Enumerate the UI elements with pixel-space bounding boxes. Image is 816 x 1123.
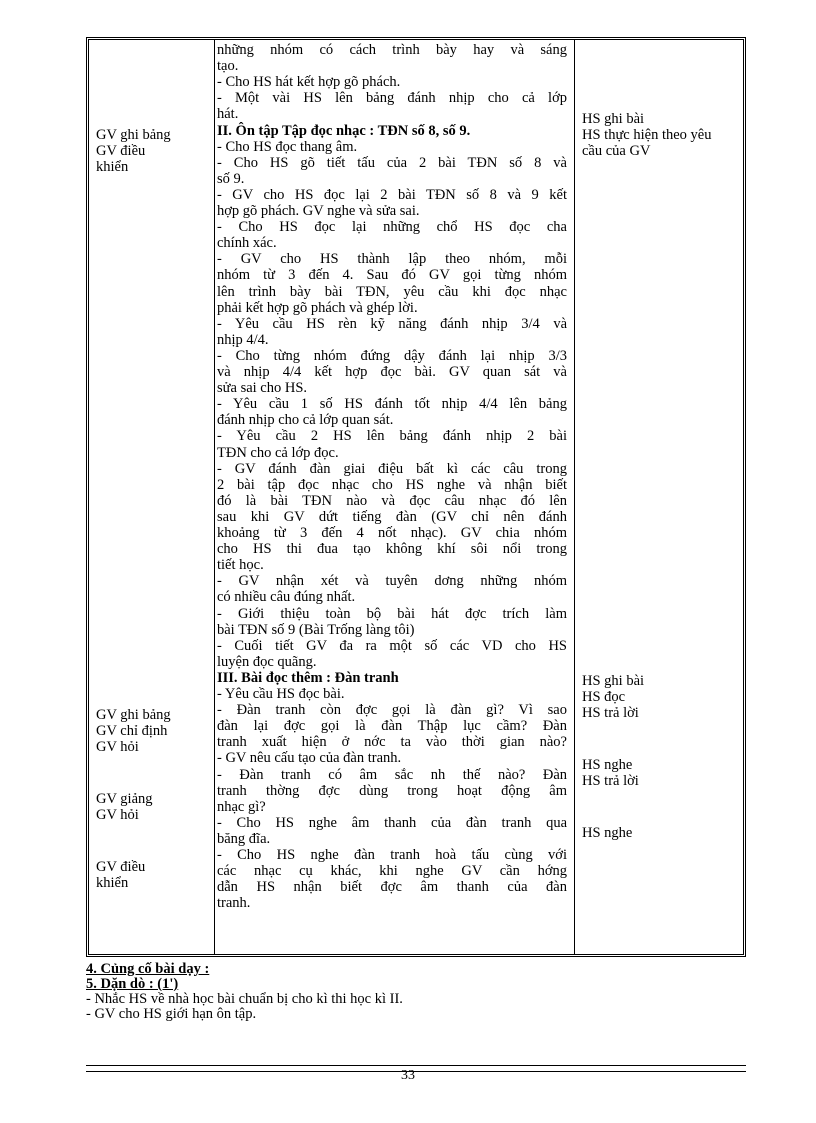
column-divider-right — [574, 40, 575, 954]
lesson-content-line: băng đĩa. — [217, 830, 271, 847]
lesson-content-line: - GV nhận xét và tuyên dơng những nhóm — [217, 573, 567, 590]
lesson-content-line: - Cho HS gõ tiết tấu của 2 bài TĐN số 8 và — [217, 154, 567, 171]
student-activity-line: HS thực hiện theo yêu — [582, 127, 712, 143]
lesson-content-line: cho HS thi đua tạo không khí sôi nổi trong — [217, 541, 567, 558]
lesson-content-line: tạo. — [217, 58, 239, 75]
lesson-content-line: - Yêu cầu 2 HS lên bảng đánh nhịp 2 bài — [217, 428, 567, 445]
lesson-content-line: - Giới thiệu toàn bộ bài hát đợc trích làm — [217, 605, 567, 622]
lesson-content-line: - Cho từng nhóm đứng dậy đánh lại nhịp 3/3 — [217, 347, 567, 364]
lesson-content-line: tranh xuất hiện ở nớc ta vào thời gian nào? — [217, 734, 567, 751]
lesson-content-line: đàn lại đợc gọi là đàn Thập lục cầm? Đàn — [217, 718, 567, 735]
lesson-content-line: sau khi GV dứt tiếng đàn (GV chỉ nên đánh — [217, 508, 567, 525]
lesson-content-line: - Cho HS nghe âm thanh của đàn tranh qua — [217, 814, 567, 831]
student-activity-line: HS ghi bài — [582, 111, 645, 127]
lesson-content-line: tranh. — [217, 895, 251, 912]
homework-instruction: - Nhắc HS về nhà học bài chuẩn bị cho kì thi học kì II. — [86, 991, 403, 1007]
lesson-content-line: - Cho HS nghe đàn tranh hoà tấu cùng với — [217, 847, 567, 863]
lesson-content-line: tiết học. — [217, 557, 264, 574]
lesson-content-line: khoảng từ 3 đến 4 nốt nhạc). GV chia nhóm — [217, 525, 567, 541]
lesson-content-line: lên trình bày bài TĐN, yêu cầu khi đọc nhạc — [217, 283, 567, 300]
lesson-content-line: dẫn HS nhận biết đợc âm thanh của đàn — [217, 879, 567, 896]
lesson-content-line: chính xác. — [217, 235, 277, 252]
lesson-content-line: đó là bài TĐN nào và đọc câu nhạc đó lên — [217, 492, 567, 509]
student-activity-line: HS trả lời — [582, 705, 639, 721]
lesson-content-line: - GV cho HS đọc lại 2 bài TĐN số 8 và 9 kết — [217, 186, 567, 203]
lesson-content-line: nhạc gì? — [217, 798, 266, 815]
student-activity-line: HS đọc — [582, 689, 626, 705]
section-4-heading: 4. Củng cố bài dạy : — [86, 961, 210, 977]
lesson-content-line: hát. — [217, 106, 239, 123]
teacher-method-line: GV hỏi — [96, 739, 139, 755]
lesson-content-line: bài TĐN số 9 (Bài Trống làng tôi) — [217, 621, 415, 638]
lesson-content-line: luyện đọc quãng. — [217, 653, 317, 670]
lesson-content-line: - Yêu cầu 1 số HS đánh tốt nhịp 4/4 lên bảng — [217, 396, 567, 413]
student-activity-line: cầu của GV — [582, 143, 651, 159]
student-activity-line: HS nghe — [582, 825, 633, 841]
lesson-content-line: - Cho HS đọc lại những chổ HS đọc cha — [217, 219, 567, 236]
footer-rule-top — [86, 1065, 746, 1066]
lesson-content-line: - Cuối tiết GV đa ra một số các VD cho HS — [217, 637, 567, 654]
lesson-content-line: - GV nêu cấu tạo của đàn tranh. — [217, 750, 402, 767]
lesson-table — [86, 37, 746, 957]
lesson-content-line: - GV đánh đàn giai điệu bất kì các câu trong — [217, 460, 567, 477]
lesson-content-line: phải kết hợp gõ phách và ghép lời. — [217, 299, 418, 316]
lesson-content-line: đánh nhịp cho cả lớp quan sát. — [217, 412, 394, 429]
student-activity-line: HS trả lời — [582, 773, 639, 789]
column-divider-left — [214, 40, 215, 954]
lesson-content-line: TĐN cho cả lớp đọc. — [217, 444, 339, 461]
lesson-content-line: - Một vài HS lên bảng đánh nhịp cho cả lớp — [217, 90, 567, 107]
teacher-method-line: khiển — [96, 159, 129, 175]
student-activity-line: HS ghi bài — [582, 673, 645, 689]
student-activity-line: HS nghe — [582, 757, 633, 773]
lesson-content-line: có nhiều câu đúng nhất. — [217, 589, 356, 606]
lesson-content-line: - Cho HS hát kết hợp gõ phách. — [217, 74, 401, 91]
lesson-content-line: - Đàn tranh còn đợc gọi là đàn gì? Vì sao — [217, 702, 567, 719]
lesson-content-line: tranh thờng đợc dùng trong hoạt động âm — [217, 782, 567, 799]
lesson-content-line: - Đàn tranh có âm sắc nh thế nào? Đàn — [217, 766, 567, 783]
lesson-content-line: II. Ôn tập Tập đọc nhạc : TĐN số 8, số 9. — [217, 122, 471, 139]
review-instruction: - GV cho HS giới hạn ôn tập. — [86, 1006, 257, 1022]
lesson-content-line: các nhạc cụ khác, khi nghe GV cần hớng — [217, 863, 567, 880]
lesson-content-line: và nhịp 4/4 kết hợp đọc bài. GV quan sát và — [217, 364, 567, 380]
lesson-content-line: - GV cho HS thành lập theo nhóm, mỗi — [217, 251, 567, 268]
lesson-content-line: số 9. — [217, 170, 245, 187]
teacher-method-line: GV chỉ định — [96, 723, 168, 739]
section-5-heading: 5. Dặn dò : (1') — [86, 976, 179, 992]
lesson-content-line: hợp gõ phách. GV nghe và sửa sai. — [217, 203, 420, 219]
teacher-method-line: GV ghi bảng — [96, 127, 171, 143]
lesson-content-line: - Yêu cầu HS đọc bài. — [217, 686, 345, 702]
lesson-content-line: nhịp 4/4. — [217, 331, 269, 348]
lesson-content-line: 2 bài tập đọc nhạc cho HS nghe và nhận biết — [217, 476, 567, 493]
lesson-content-line: những nhóm có cách trình bày hay và sáng — [217, 42, 567, 58]
page-number: 33 — [401, 1068, 415, 1083]
teacher-method-line: GV điều — [96, 859, 146, 875]
lesson-content-line: III. Bài đọc thêm : Đàn tranh — [217, 669, 399, 686]
teacher-method-line: khiển — [96, 875, 129, 891]
lesson-content-line: - Cho HS đọc thang âm. — [217, 138, 358, 155]
teacher-method-line: GV điều — [96, 143, 146, 159]
lesson-content-line: - Yêu cầu HS rèn kỹ năng đánh nhịp 3/4 và — [217, 315, 567, 332]
teacher-method-line: GV hỏi — [96, 807, 139, 823]
teacher-method-line: GV ghi bảng — [96, 707, 171, 723]
teacher-method-line: GV giảng — [96, 791, 153, 807]
lesson-content-line: nhóm từ 3 đến 4. Sau đó GV gọi từng nhóm — [217, 267, 567, 284]
lesson-content-line: sửa sai cho HS. — [217, 380, 308, 397]
